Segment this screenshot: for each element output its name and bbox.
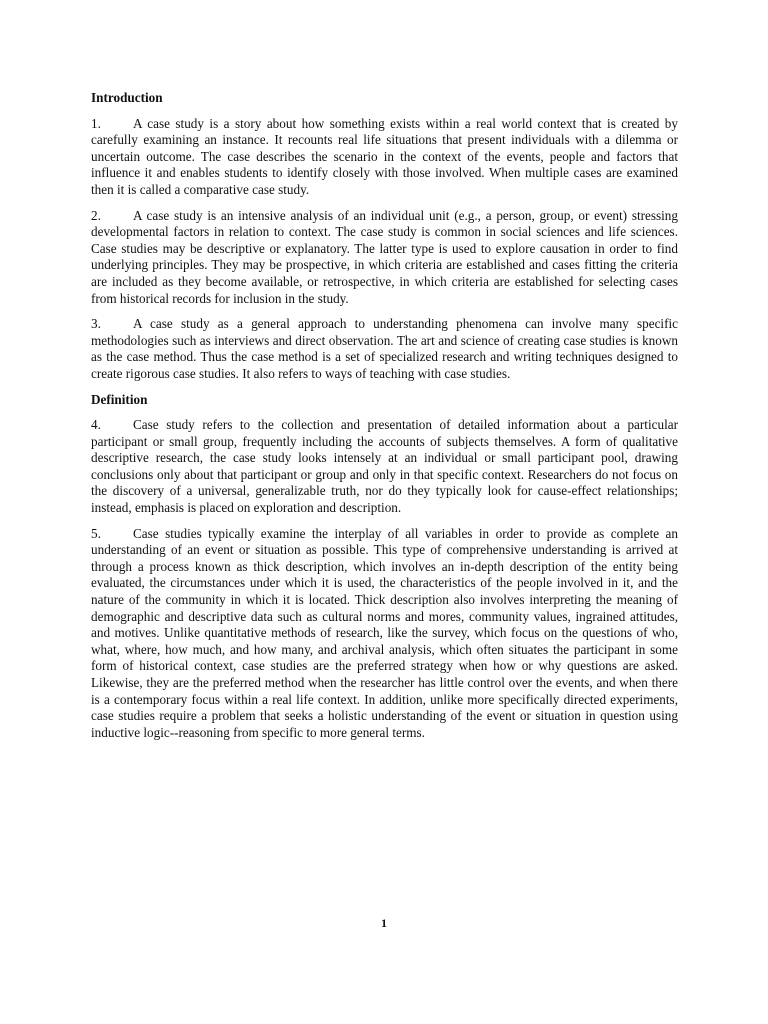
- section-definition: [91, 392, 678, 742]
- section-heading: Definition: [91, 391, 148, 407]
- paragraph-2: [91, 208, 678, 308]
- paragraph-1: [91, 116, 678, 199]
- paragraph-text: A case study is an intensive analysis of an individual unit (e.g., a person, group, or event) stressing developmental factors in relation to context. The case study is common in social sciences and life sciences. Case studies may be descriptive or explanatory. The latter type is used to explore causation in order to find underlying principles. They may be prospective, in which criteria are established and cases fitting the criteria are included as they become available, or retrospective, in which criteria are established for selecting cases from historical records for inclusion in the study.: [91, 207, 678, 306]
- section-introduction: [91, 90, 678, 383]
- paragraph-text: A case study as a general approach to understanding phenomena can involve many specific methodologies such as interviews and direct observation. The art and science of creating case studies is known as the case method. Thus the case method is a set of specialized research and writing techniques designed to create rigorous case studies. It also refers to ways of teaching with case studies.: [91, 316, 678, 381]
- paragraph-3: [91, 316, 678, 382]
- paragraph-text: Case study refers to the collection and presentation of detailed information about a particular participant or small group, frequently including the accounts of subjects themselves. A form of qualitative descriptive research, the case study looks intensely at an individual or small participant pool, drawing conclusions only about that participant or group and only in that specific context. Researchers do not focus on the discovery of a universal, generalizable truth, nor do they typically look for cause-effect relationships; instead, emphasis is placed on exploration and description.: [91, 417, 678, 516]
- paragraph-4: [91, 417, 678, 517]
- paragraph-number: 2.: [91, 207, 101, 223]
- paragraph-text: A case study is a story about how something exists within a real world context that is created by carefully examining an instance. It recounts real life situations that present individuals with a dilemma or uncertain outcome. The case describes the scenario in the context of the events, people and factors that influence it and enables students to identify closely with those involved. When multiple cases are examined then it is called a comparative case study.: [91, 115, 678, 197]
- page-number: 1: [381, 916, 387, 930]
- section-heading: Introduction: [91, 90, 163, 105]
- paragraph-number: 1.: [91, 115, 101, 131]
- paragraph-number: 5.: [91, 525, 101, 541]
- paragraph-text: Case studies typically examine the interplay of all variables in order to provide as complete an understanding of an event or situation as possible. This type of comprehensive understanding is arrived at through a process known as thick description, which involves an in-depth description of the entity being evaluated, the circumstances under which it is used, the characteristics of the people involved in it, and the nature of the community in which it is located. Thick description also involves interpreting the meaning of demographic and descriptive data such as cultural norms and mores, community values, ingrained attitudes, and motives. Unlike quantitative methods of research, like the survey, which focus on the questions of who, what, where, how much, and how many, and archival analysis, which often situates the participant in some form of historical context, case studies are the preferred strategy when how or why questions are asked. Likewise, they are the preferred method when the researcher has little control over the events, and when there is a contemporary focus within a real life context. In addition, unlike more specifically directed experiments, case studies require a problem that seeks a holistic understanding of the event or situation in question using inductive logic--reasoning from specific to more general terms.: [91, 525, 678, 740]
- document-page: [91, 90, 678, 750]
- paragraph-5: [91, 526, 678, 742]
- paragraph-number: 3.: [91, 316, 101, 332]
- paragraph-number: 4.: [91, 417, 101, 433]
